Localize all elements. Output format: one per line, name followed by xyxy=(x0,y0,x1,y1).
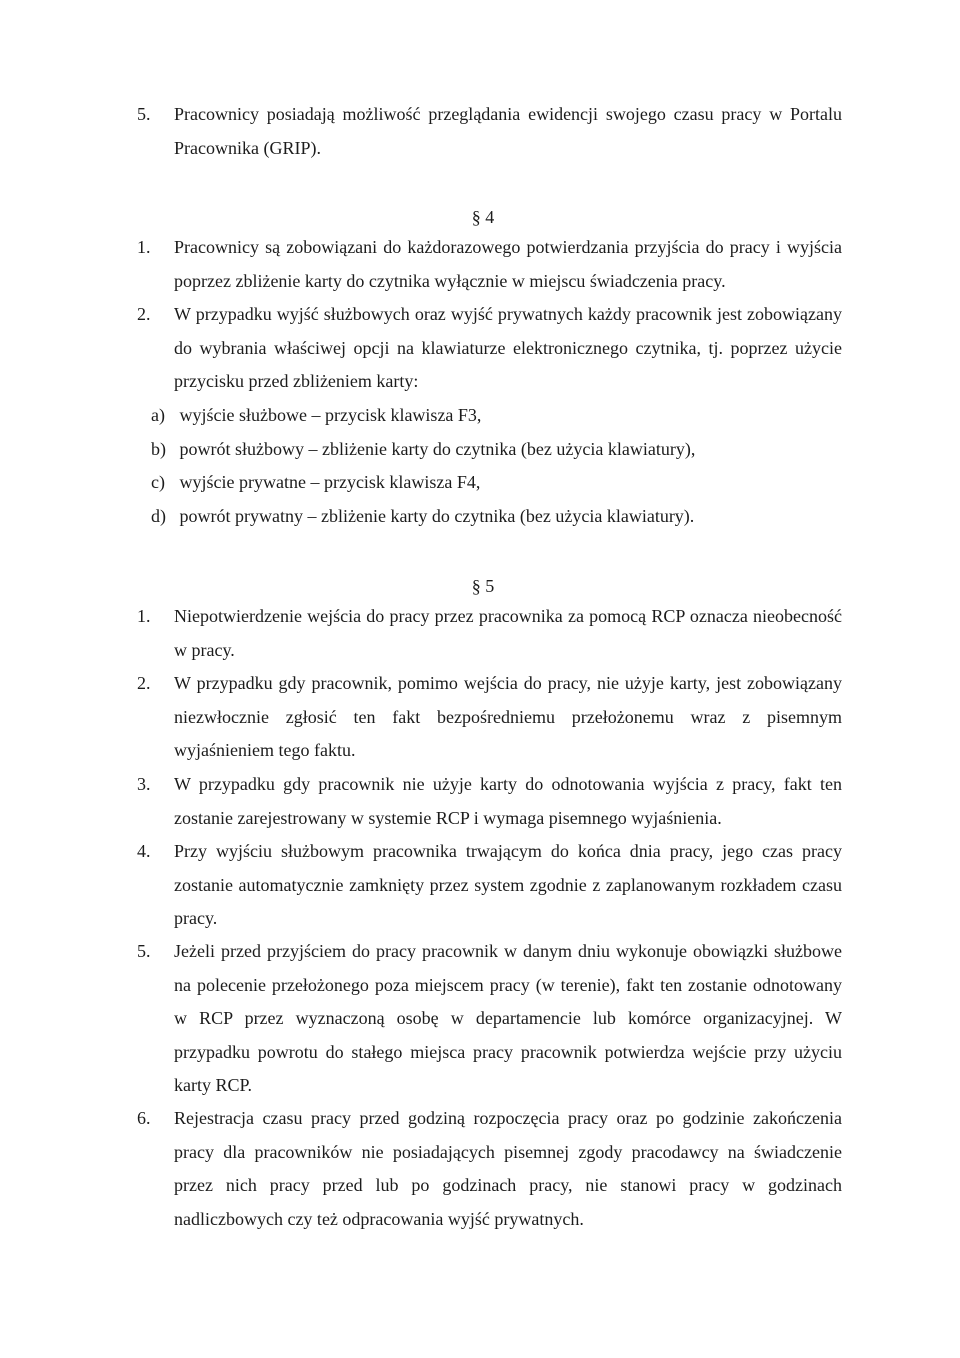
paragraph-item xyxy=(137,231,842,298)
sub-list-item xyxy=(151,500,851,534)
sub-item-text: powrót służbowy – zbliżenie karty do czytnika (bez użycia klawiatury), xyxy=(179,439,696,459)
item-number: 1. xyxy=(137,237,151,257)
sub-list-item xyxy=(151,433,851,467)
item-text: W przypadku gdy pracownik, pomimo wejścia do pracy, nie użyje karty, jest zobowiązany niezwłocznie zgłosić ten fakt bezpośredniemu przełożonemu wraz z pisemnym wyjaśnieniem tego faktu. xyxy=(174,673,842,760)
paragraph-item xyxy=(137,298,842,399)
item-text: W przypadku wyjść służbowych oraz wyjść prywatnych każdy pracownik jest zobowiązany do wybrania właściwej opcji na klawiaturze elektronicznego czytnika, tj. poprzez użycie przycisku przed zbliżeniem karty: xyxy=(174,304,842,391)
item-number: 2. xyxy=(137,304,151,324)
paragraph-item xyxy=(137,835,842,936)
item-text: W przypadku gdy pracownik nie użyje karty do odnotowania wyjścia z pracy, fakt ten zostanie zarejestrowany w systemie RCP i wymaga pisemnego wyjaśnienia. xyxy=(174,774,842,828)
paragraph-item xyxy=(137,1102,842,1236)
sub-item-letter: b) xyxy=(151,439,166,459)
section-heading: § 5 xyxy=(471,576,495,596)
sub-list-item xyxy=(151,399,851,433)
paragraph-item xyxy=(137,600,842,667)
paragraph-item xyxy=(137,98,842,165)
paragraph-item xyxy=(137,667,842,768)
item-text: Niepotwierdzenie wejścia do pracy przez pracownika za pomocą RCP oznacza nieobecność w pracy. xyxy=(174,606,842,660)
sub-item-letter: d) xyxy=(151,506,166,526)
section-heading: § 4 xyxy=(471,207,495,227)
item-number: 3. xyxy=(137,774,151,794)
sub-item-text: wyjście służbowe – przycisk klawisza F3, xyxy=(179,405,482,425)
item-text: Pracownicy posiadają możliwość przeglądania ewidencji swojego czasu pracy w Portalu Pracownika (GRIP). xyxy=(174,104,842,158)
paragraph-item xyxy=(137,768,842,835)
sub-item-letter: c) xyxy=(151,472,165,492)
sub-item-text: wyjście prywatne – przycisk klawisza F4, xyxy=(179,472,481,492)
item-number: 4. xyxy=(137,841,151,861)
item-number: 2. xyxy=(137,673,151,693)
item-number: 6. xyxy=(137,1108,151,1128)
paragraph-item xyxy=(137,935,842,1103)
item-number: 5. xyxy=(137,104,151,124)
sub-item-letter: a) xyxy=(151,405,165,425)
item-text: Jeżeli przed przyjściem do pracy pracownik w danym dniu wykonuje obowiązki służbowe na polecenie przełożonego poza miejscem pracy (w terenie), fakt ten zostanie odnotowany w RCP przez wyznaczoną osobę w departamencie lub komórce organizacyjnej. W przypadku powrotu do stałego miejsca pracy pracownik potwierdza wejście przy użyciu karty RCP. xyxy=(174,941,842,1095)
item-text: Pracownicy są zobowiązani do każdorazowego potwierdzania przyjścia do pracy i wyjścia poprzez zbliżenie karty do czytnika wyłącznie w miejscu świadczenia pracy. xyxy=(174,237,842,291)
item-number: 5. xyxy=(137,941,151,961)
item-text: Przy wyjściu służbowym pracownika trwającym do końca dnia pracy, jego czas pracy zostanie automatycznie zamknięty przez system zgodnie z zaplanowanym rozkładem czasu pracy. xyxy=(174,841,842,928)
sub-item-text: powrót prywatny – zbliżenie karty do czytnika (bez użycia klawiatury). xyxy=(179,506,695,526)
sub-list-item xyxy=(151,466,851,500)
item-text: Rejestracja czasu pracy przed godziną rozpoczęcia pracy oraz po godzinie zakończenia pracy dla pracowników nie posiadających pisemnej zgody pracodawcy na świadczenie przez nich pracy przed lub po godzinach pracy, nie stanowi pracy w godzinach nadliczbowych czy też odpracowania wyjść prywatnych. xyxy=(174,1108,842,1229)
item-number: 1. xyxy=(137,606,151,626)
